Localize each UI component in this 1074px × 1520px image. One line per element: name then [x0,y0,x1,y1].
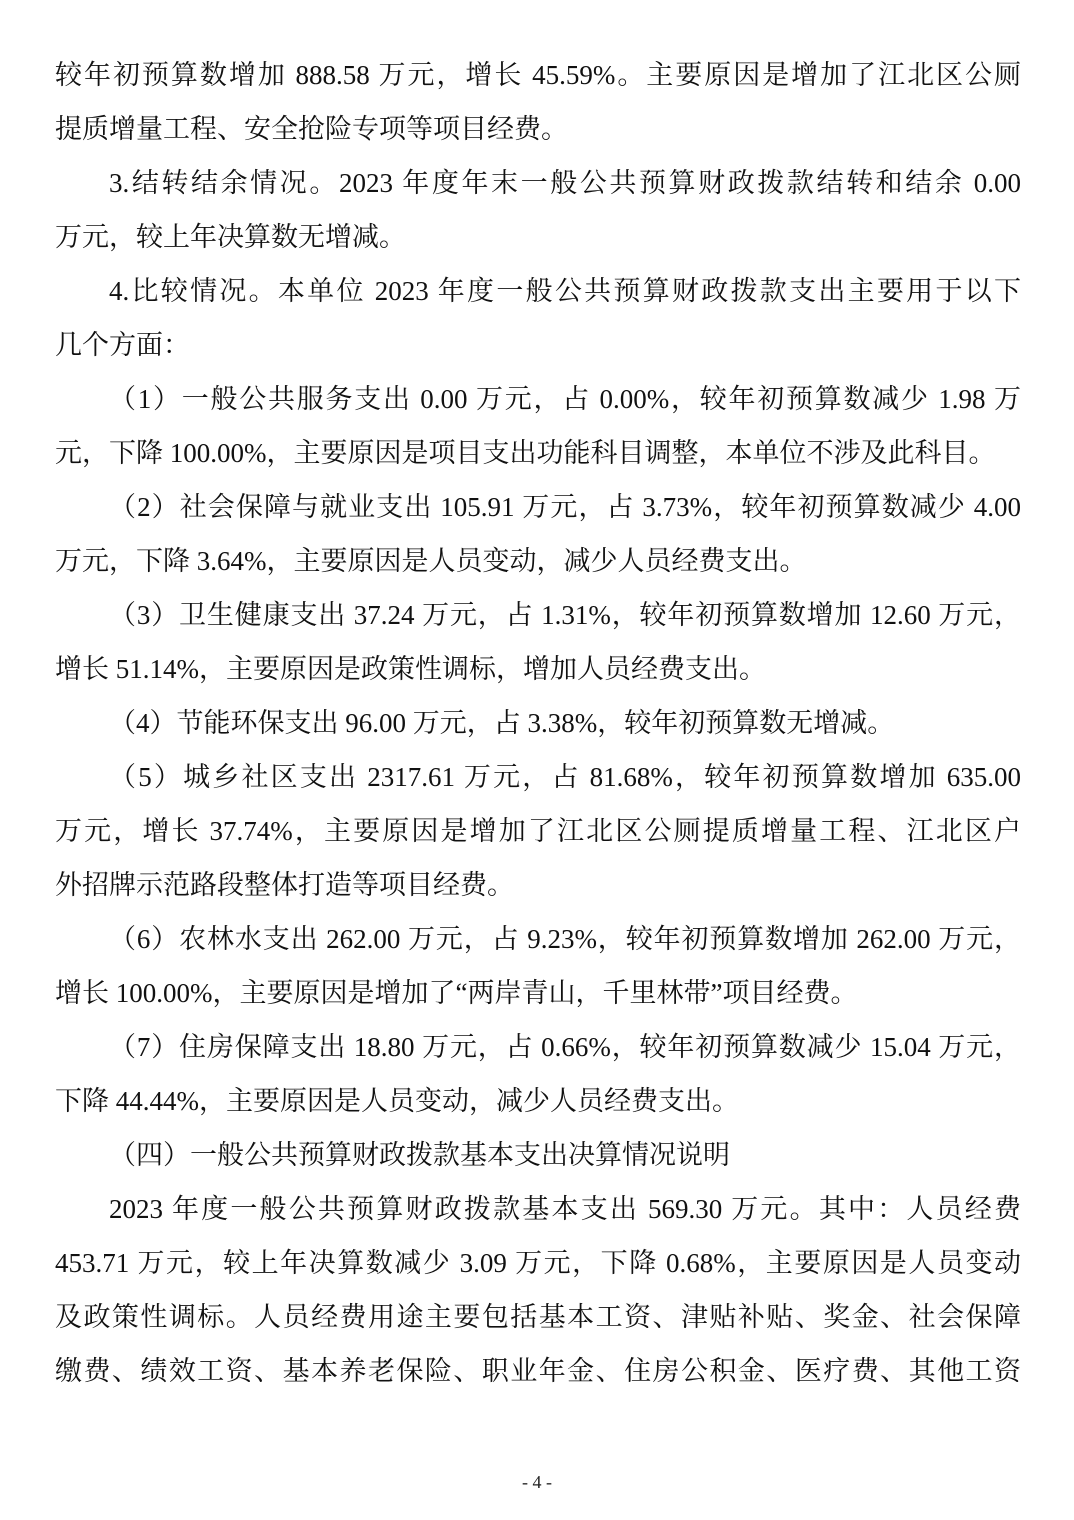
paragraph [55,156,1021,264]
paragraph [55,480,1021,588]
text-line: 提质增量工程、安全抢险专项等项目经费。 [55,114,568,144]
text-line: 及政策性调标。人员经费用途主要包括基本工资、津贴补贴、奖金、社会保障 [55,1302,1021,1332]
text-line: 缴费、绩效工资、基本养老保险、职业年金、住房公积金、医疗费、其他工资 [55,1356,1021,1386]
paragraph [55,48,1021,156]
text-line: 万元，较上年决算数无增减。 [55,222,406,252]
text-line: （5）城乡社区支出 2317.61 万元，占 81.68%，较年初预算数增加 635.00 [109,762,1021,792]
paragraph [55,588,1021,696]
text-line: 外招牌示范路段整体打造等项目经费。 [55,870,514,900]
paragraph [55,912,1021,1020]
text-line: （6）农林水支出 262.00 万元，占 9.23%，较年初预算数增加 262.00 万元， [109,924,1021,954]
text-line: （7）住房保障支出 18.80 万元，占 0.66%，较年初预算数减少 15.04 万元， [109,1032,1021,1062]
text-line: （4）节能环保支出 96.00 万元，占 3.38%，较年初预算数无增减。 [109,708,895,738]
paragraph [55,750,1021,912]
text-line: （四）一般公共预算财政拨款基本支出决算情况说明 [109,1140,730,1170]
paragraph [55,696,1021,750]
text-line: 万元，增长 37.74%，主要原因是增加了江北区公厕提质增量工程、江北区户 [55,816,1021,846]
text-line: 下降 44.44%，主要原因是人员变动，减少人员经费支出。 [55,1086,739,1116]
text-line: 增长 100.00%，主要原因是增加了“两岸青山，千里林带”项目经费。 [55,978,858,1008]
text-line: 3.结转结余情况。2023 年度年末一般公共预算财政拨款结转和结余 0.00 [109,168,1021,198]
text-line: （2）社会保障与就业支出 105.91 万元，占 3.73%，较年初预算数减少 4.00 [109,492,1021,522]
paragraph [55,1182,1021,1398]
text-line: 4.比较情况。本单位 2023 年度一般公共预算财政拨款支出主要用于以下 [109,276,1021,306]
text-line: 元，下降 100.00%，主要原因是项目支出功能科目调整，本单位不涉及此科目。 [55,438,996,468]
section-heading [55,1128,1021,1182]
text-line: 增长 51.14%，主要原因是政策性调标，增加人员经费支出。 [55,654,766,684]
paragraph [55,264,1021,372]
text-line: 较年初预算数增加 888.58 万元，增长 45.59%。主要原因是增加了江北区公厕 [55,60,1021,90]
text-line: （3）卫生健康支出 37.24 万元，占 1.31%，较年初预算数增加 12.60 万元， [109,600,1021,630]
text-line: 453.71 万元，较上年决算数减少 3.09 万元，下降 0.68%，主要原因是人员变动 [55,1248,1021,1278]
text-line: 万元，下降 3.64%，主要原因是人员变动，减少人员经费支出。 [55,546,807,576]
paragraph [55,1020,1021,1128]
document-body [55,48,1021,1398]
text-line: 几个方面： [55,330,190,360]
text-line: 2023 年度一般公共预算财政拨款基本支出 569.30 万元。其中：人员经费 [109,1194,1021,1224]
text-line: （1）一般公共服务支出 0.00 万元，占 0.00%，较年初预算数减少 1.98 万 [109,384,1021,414]
page-number: - 4 - [522,1472,552,1492]
paragraph [55,372,1021,480]
